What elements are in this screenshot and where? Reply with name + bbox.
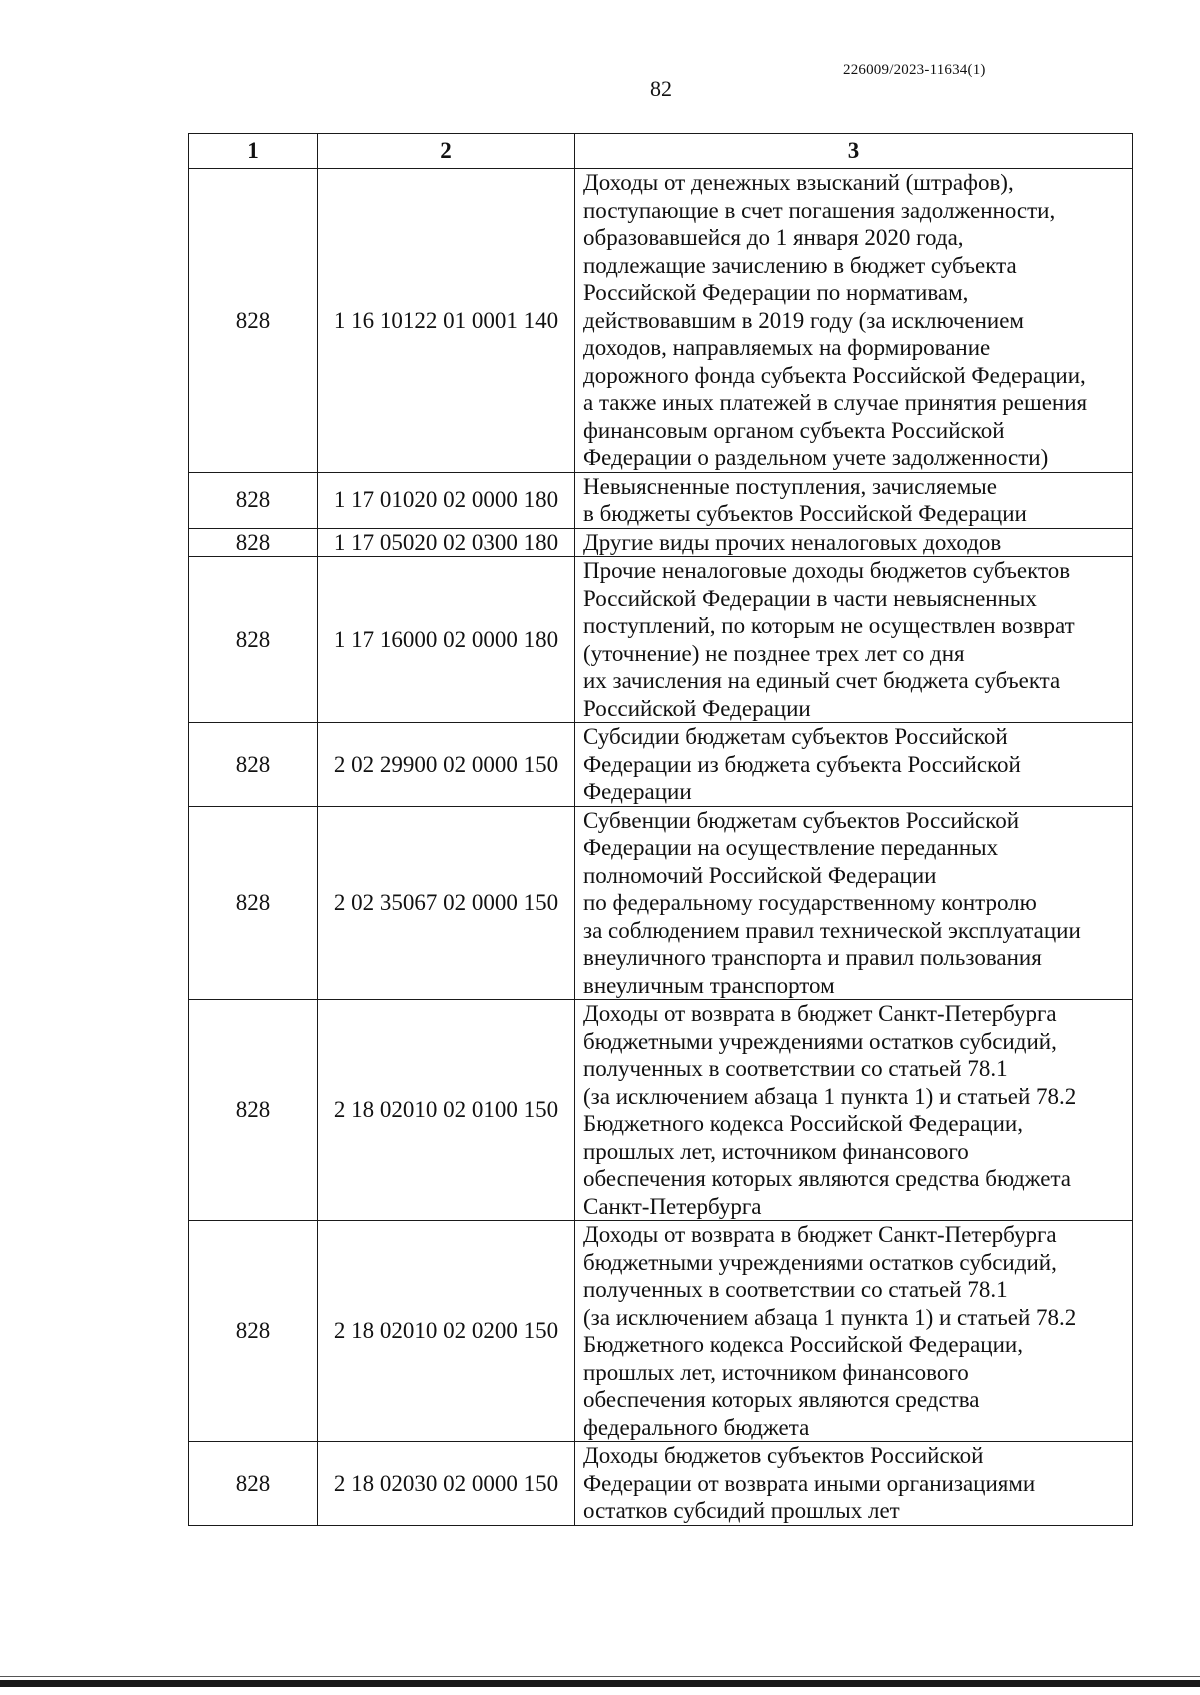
footer-rule	[0, 1680, 1200, 1687]
revenue-name-line: Федерации из бюджета субъекта Российской	[583, 751, 1021, 777]
revenue-name-line: Невыясненные поступления, зачисляемые	[583, 473, 997, 499]
revenue-name-line: Бюджетного кодекса Российской Федерации,	[583, 1111, 1023, 1136]
revenue-name-line: финансовым органом субъекта Российской	[583, 417, 1005, 443]
kbk-code-cell: 1 17 05020 02 0300 180	[318, 528, 575, 557]
revenue-name-line: Федерации от возврата иными организациями	[583, 1470, 1036, 1496]
revenue-name-line: поступлений, по которым не осуществлен возврат	[583, 613, 1075, 638]
kbk-code-cell: 1 16 10122 01 0001 140	[318, 169, 575, 473]
revenue-name-line: (за исключением абзаца 1 пункта 1) и статьей 78.2	[583, 1083, 1077, 1109]
table-row	[189, 723, 1133, 807]
document-id: 226009/2023-11634(1)	[843, 62, 986, 78]
revenue-name-line: бюджетными учреждениями остатков субсидий,	[583, 1028, 1057, 1054]
revenue-name-line: Федерации о раздельном учете задолженности)	[583, 445, 1049, 470]
revenue-name-line: а также иных платежей в случае принятия решения	[583, 390, 1088, 415]
revenue-name-line: в бюджеты субъектов Российской Федерации	[583, 501, 1027, 526]
revenue-name-line: полученных в соответствии со статьей 78.1	[583, 1277, 1008, 1302]
revenue-name-line: Бюджетного кодекса Российской Федерации,	[583, 1332, 1023, 1357]
revenue-name-cell	[575, 723, 1133, 807]
revenue-name-line: полномочий Российской Федерации	[583, 862, 937, 888]
kbk-code-cell: 2 18 02010 02 0100 150	[318, 1000, 575, 1221]
revenue-name-line: Прочие неналоговые доходы бюджетов субъектов	[583, 558, 1071, 583]
admin-code-cell: 828	[189, 528, 318, 557]
revenue-name-line: Другие виды прочих неналоговых доходов	[583, 529, 1002, 555]
table-row	[189, 1221, 1133, 1442]
revenue-name-line: остатков субсидий прошлых лет	[583, 1498, 900, 1523]
budget-revenue-table	[188, 133, 1133, 1526]
admin-code-cell: 828	[189, 169, 318, 473]
revenue-name-line: обеспечения которых являются средства	[583, 1387, 980, 1412]
revenue-name-cell	[575, 1442, 1133, 1526]
kbk-code-cell: 2 02 35067 02 0000 150	[318, 806, 575, 1000]
kbk-code-cell: 1 17 01020 02 0000 180	[318, 472, 575, 528]
admin-code-cell: 828	[189, 723, 318, 807]
table-row	[189, 557, 1133, 723]
revenue-name-line: внеуличного транспорта и правил пользования	[583, 945, 1042, 970]
footer-rule-thin	[0, 1676, 1200, 1677]
page-number: 82	[650, 76, 672, 101]
revenue-name-line: прошлых лет, источником финансового	[583, 1359, 969, 1385]
revenue-name-cell	[575, 528, 1133, 557]
table-row	[189, 169, 1133, 473]
revenue-name-line: за соблюдением правил технической эксплуатации	[583, 917, 1081, 943]
admin-code-cell: 828	[189, 1442, 318, 1526]
kbk-code-cell: 1 17 16000 02 0000 180	[318, 557, 575, 723]
revenue-name-line: (уточнение) не позднее трех лет со дня	[583, 640, 965, 666]
revenue-name-line: прошлых лет, источником финансового	[583, 1138, 969, 1164]
revenue-name-cell	[575, 557, 1133, 723]
revenue-name-cell	[575, 806, 1133, 1000]
revenue-name-line: поступающие в счет погашения задолженности,	[583, 197, 1056, 223]
revenue-name-line: Российской Федерации в части невыясненных	[583, 585, 1037, 611]
table-body	[189, 169, 1133, 1526]
admin-code-cell: 828	[189, 557, 318, 723]
revenue-name-line: Доходы от возврата в бюджет Санкт-Петербурга	[583, 1001, 1057, 1026]
kbk-code-cell: 2 18 02030 02 0000 150	[318, 1442, 575, 1526]
admin-code-cell: 828	[189, 472, 318, 528]
table-header-row	[189, 134, 1133, 169]
revenue-name-line: полученных в соответствии со статьей 78.1	[583, 1056, 1008, 1081]
kbk-code-cell: 2 02 29900 02 0000 150	[318, 723, 575, 807]
revenue-name-line: Доходы от возврата в бюджет Санкт-Петербурга	[583, 1222, 1057, 1247]
revenue-name-line: Федерации	[583, 779, 692, 804]
revenue-name-line: действовавшим в 2019 году (за исключением	[583, 307, 1024, 333]
column-header-3: 3	[575, 134, 1133, 169]
table-row	[189, 806, 1133, 1000]
revenue-name-line: Субвенции бюджетам субъектов Российской	[583, 807, 1020, 833]
revenue-name-line: Санкт-Петербурга	[583, 1193, 762, 1219]
revenue-name-cell	[575, 1000, 1133, 1221]
column-header-1: 1	[189, 134, 318, 169]
revenue-name-line: по федеральному государственному контролю	[583, 890, 1037, 915]
revenue-name-line: (за исключением абзаца 1 пункта 1) и статьей 78.2	[583, 1304, 1077, 1330]
revenue-name-line: Федерации на осуществление переданных	[583, 835, 999, 860]
admin-code-cell: 828	[189, 1000, 318, 1221]
revenue-name-line: Доходы от денежных взысканий (штрафов),	[583, 170, 1014, 195]
revenue-name-line: федерального бюджета	[583, 1414, 810, 1440]
revenue-name-line: доходов, направляемых на формирование	[583, 335, 991, 360]
kbk-code-cell: 2 18 02010 02 0200 150	[318, 1221, 575, 1442]
revenue-name-line: их зачисления на единый счет бюджета субъекта	[583, 668, 1061, 693]
revenue-name-cell	[575, 1221, 1133, 1442]
revenue-name-line: дорожного фонда субъекта Российской Федерации,	[583, 362, 1086, 388]
revenue-name-line: образовавшейся до 1 января 2020 года,	[583, 225, 964, 250]
revenue-name-line: Доходы бюджетов субъектов Российской	[583, 1443, 984, 1468]
table-row	[189, 472, 1133, 528]
table-row	[189, 1000, 1133, 1221]
revenue-name-line: Субсидии бюджетам субъектов Российской	[583, 724, 1008, 749]
revenue-name-line: обеспечения которых являются средства бюджета	[583, 1166, 1071, 1191]
revenue-name-line: Российской Федерации	[583, 695, 811, 721]
revenue-name-cell	[575, 472, 1133, 528]
table-row	[189, 1442, 1133, 1526]
revenue-name-cell	[575, 169, 1133, 473]
admin-code-cell: 828	[189, 1221, 318, 1442]
revenue-name-line: внеуличным транспортом	[583, 972, 835, 998]
table-row	[189, 528, 1133, 557]
admin-code-cell: 828	[189, 806, 318, 1000]
revenue-name-line: бюджетными учреждениями остатков субсидий,	[583, 1249, 1057, 1275]
revenue-name-line: подлежащие зачислению в бюджет субъекта	[583, 252, 1017, 278]
column-header-2: 2	[318, 134, 575, 169]
revenue-name-line: Российской Федерации по нормативам,	[583, 280, 969, 305]
